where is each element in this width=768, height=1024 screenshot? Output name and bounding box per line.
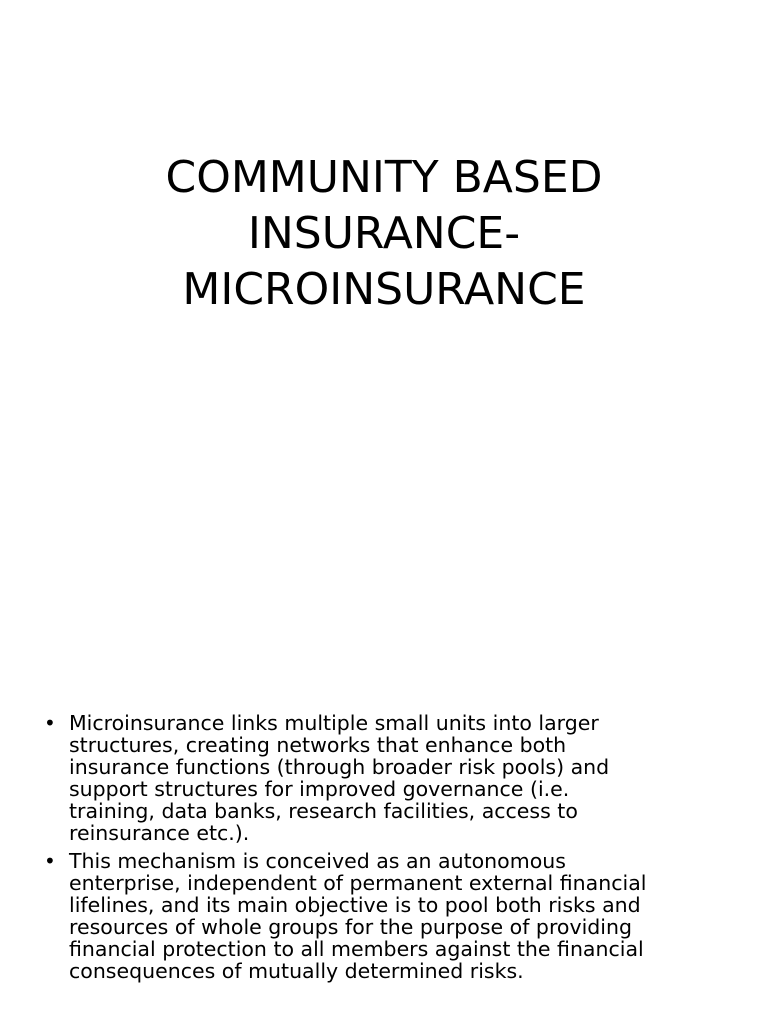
bullet-marker: • <box>44 711 56 735</box>
bullet-text <box>69 850 740 982</box>
bullet-line: support structures for improved governance (i.e. <box>69 777 570 801</box>
bullet-line: Microinsurance links multiple small units into larger <box>69 711 599 735</box>
bullet-line: structures, creating networks that enhance both <box>69 733 567 757</box>
bullet-line: reinsurance etc.). <box>69 821 250 845</box>
bullet-line: financial protection to all members against the financial <box>69 937 644 961</box>
bullet-line: consequences of mutually determined risks. <box>69 959 524 983</box>
bullet-list <box>40 712 740 988</box>
title-line: INSURANCE- <box>247 208 521 259</box>
slide-title <box>84 150 684 318</box>
bullet-line: insurance functions (through broader risk pools) and <box>69 755 610 779</box>
bullet-item <box>40 850 740 982</box>
bullet-line: lifelines, and its main objective is to pool both risks and <box>69 893 641 917</box>
title-line: COMMUNITY BASED <box>165 152 603 203</box>
title-line: MICROINSURANCE <box>182 264 586 315</box>
bullet-line: enterprise, independent of permanent external financial <box>69 871 647 895</box>
bullet-text <box>69 712 740 844</box>
bullet-line: This mechanism is conceived as an autonomous <box>69 849 566 873</box>
bullet-item <box>40 712 740 844</box>
bullet-line: resources of whole groups for the purpose of providing <box>69 915 633 939</box>
bullet-marker: • <box>44 849 56 873</box>
bullet-line: training, data banks, research facilities, access to <box>69 799 578 823</box>
